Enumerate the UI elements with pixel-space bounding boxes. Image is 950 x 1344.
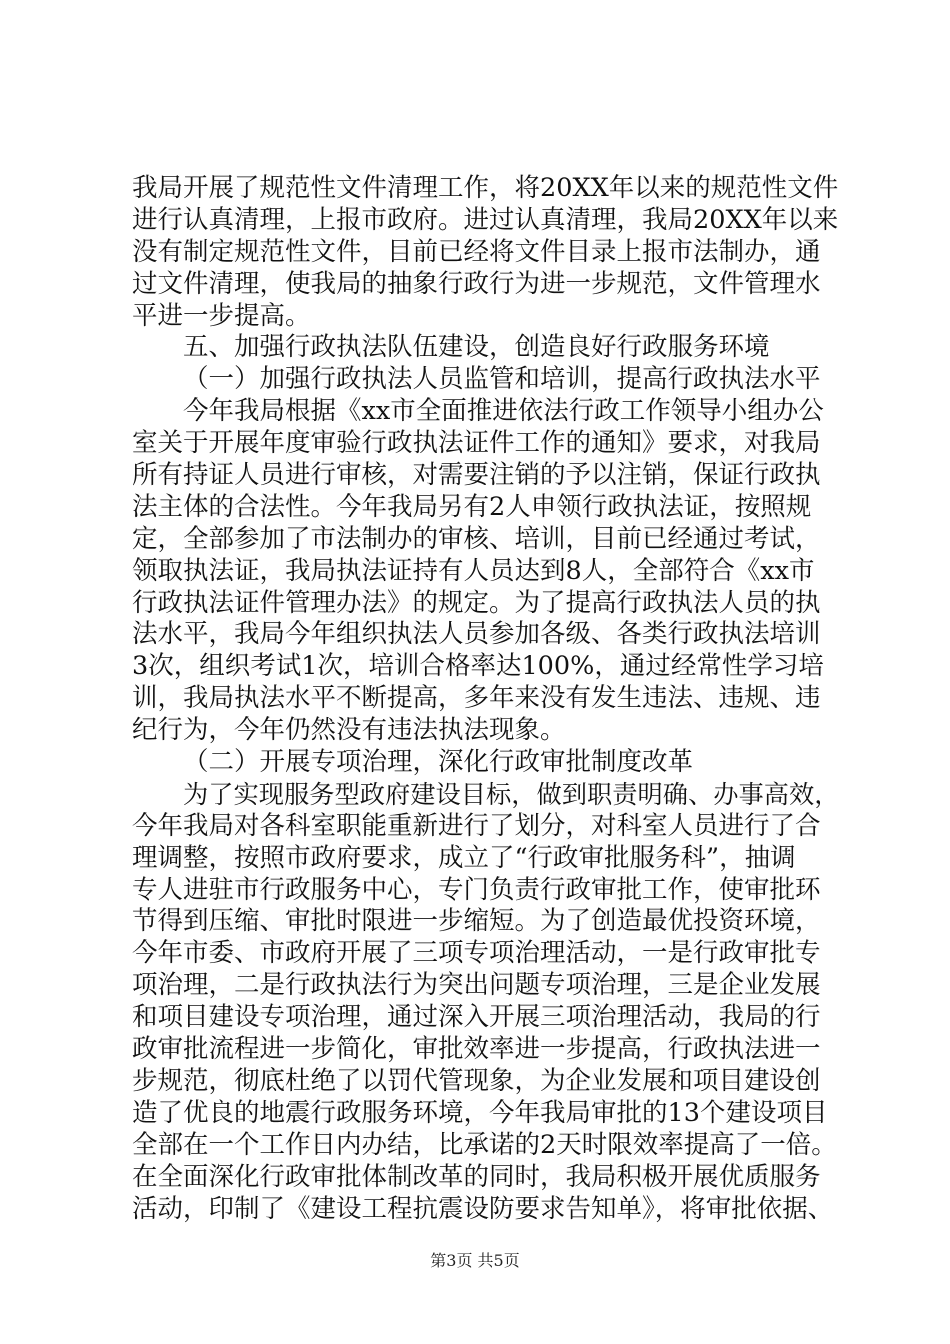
text-line: 造了优良的地震行政服务环境，今年我局审批的13个建设项目 [132, 1097, 828, 1128]
text-line: 室关于开展年度审验行政执法证件工作的通知》要求，对我局 [132, 428, 821, 459]
text-line: 政审批流程进一步简化，审批效率进一步提高，行政执法进一 [132, 1034, 821, 1065]
text-line: 行政执法证件管理办法》的规定。为了提高行政执法人员的执 [132, 587, 821, 618]
text-line: 节得到压缩、审批时限进一步缩短。为了创造最优投资环境， [132, 906, 821, 937]
text-line: 我局开展了规范性文件清理工作，将20XX年以来的规范性文件 [132, 173, 839, 203]
text-line: 在全面深化行政审批体制改革的同时，我局积极开展优质服务 [132, 1161, 821, 1192]
text-line: 项治理，二是行政执法行为突出问题专项治理，三是企业发展 [132, 970, 821, 1001]
text-line: （二）开展专项治理，深化行政审批制度改革 [183, 747, 694, 778]
text-line: 五、加强行政执法队伍建设，创造良好行政服务环境 [183, 332, 770, 363]
text-line: 今年我局根据《xx市全面推进依法行政工作领导小组办公 [183, 396, 824, 427]
text-line: 步规范，彻底杜绝了以罚代管现象，为企业发展和项目建设创 [132, 1065, 821, 1096]
text-line: 活动，印制了《建设工程抗震设防要求告知单》，将审批依据、 [132, 1193, 834, 1224]
text-line: 全部在一个工作日内办结，比承诺的2天时限效率提高了一倍。 [132, 1129, 837, 1160]
text-line: 没有制定规范性文件，目前已经将文件目录上报市法制办，通 [132, 236, 821, 267]
text-line: 3次，组织考试1次，培训合格率达100%，通过经常性学习培 [132, 651, 824, 682]
text-line: 今年市委、市政府开展了三项专项治理活动，一是行政审批专 [132, 938, 821, 969]
page-footer: 第3页 共5页 [430, 1251, 520, 1270]
text-line: 领取执法证，我局执法证持有人员达到8人，全部符合《xx市 [132, 555, 815, 586]
text-line: 和项目建设专项治理，通过深入开展三项治理活动，我局的行 [132, 1002, 821, 1033]
text-line: 所有持证人员进行审核，对需要注销的予以注销，保证行政执 [132, 460, 821, 491]
text-line: 纪行为，今年仍然没有违法执法现象。 [132, 715, 566, 746]
text-line: 法水平，我局今年组织执法人员参加各级、各类行政执法培训 [132, 619, 821, 650]
text-line: 平进一步提高。 [132, 300, 311, 331]
text-line: 今年我局对各科室职能重新进行了划分，对科室人员进行了合 [132, 810, 821, 841]
text-line: 定，全部参加了市法制办的审核、培训，目前已经通过考试， [132, 523, 821, 554]
text-line: 理调整，按照市政府要求，成立了“行政审批服务科”，抽调 [132, 842, 796, 873]
text-line: 专人进驻市行政服务中心，专门负责行政审批工作，使审批环 [132, 874, 821, 905]
text-line: 法主体的合法性。今年我局另有2人申领行政执法证，按照规 [132, 491, 812, 522]
text-line: 进行认真清理，上报市政府。进过认真清理，我局20XX年以来 [132, 204, 839, 235]
text-line: （一）加强行政执法人员监管和培训，提高行政执法水平 [183, 364, 821, 395]
document-body [132, 173, 844, 1225]
text-line: 为了实现服务型政府建设目标，做到职责明确、办事高效， [183, 779, 840, 809]
text-line: 过文件清理，使我局的抽象行政行为进一步规范，文件管理水 [132, 268, 821, 299]
text-line: 训，我局执法水平不断提高，多年来没有发生违法、违规、违 [132, 683, 821, 714]
